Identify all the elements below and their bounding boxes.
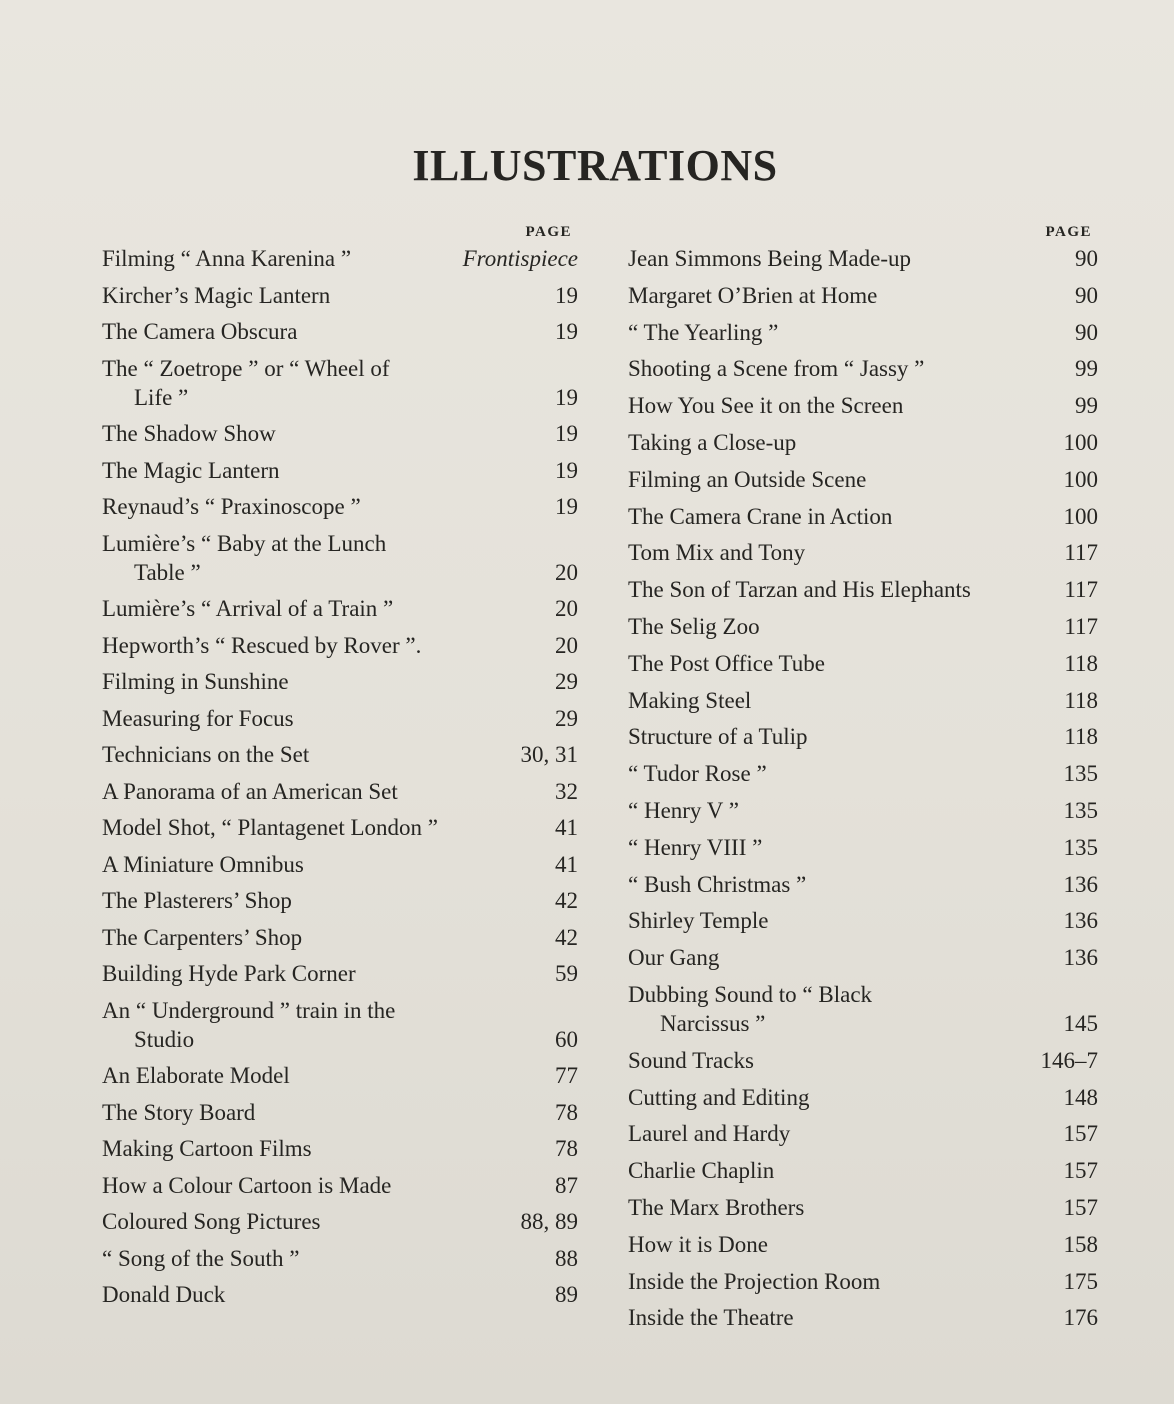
page-number: 99	[1075, 356, 1098, 382]
list-item	[102, 996, 578, 1054]
list-item	[628, 796, 1098, 825]
page-number: 100	[1063, 466, 1098, 492]
illustration-caption: The Shadow Show	[102, 421, 276, 446]
illustration-caption: Cutting and Editing	[628, 1084, 810, 1110]
list-item	[102, 667, 578, 696]
page-number: 118	[1064, 650, 1098, 676]
illustration-caption: Hepworth’s “ Rescued by Rover ”.	[102, 632, 422, 658]
list-item	[102, 281, 578, 310]
illustration-caption: The Magic Lantern	[102, 457, 280, 483]
page-number: 136	[1063, 908, 1098, 934]
list-item	[102, 456, 578, 485]
page-number: 157	[1063, 1194, 1098, 1220]
illustration-caption: Our Gang	[628, 945, 720, 971]
illustration-caption: The Plasterers’ Shop	[102, 888, 292, 913]
list-item	[628, 1046, 1098, 1075]
illustration-caption	[628, 980, 1034, 1038]
illustration-caption: The Carpenters’ Shop	[102, 924, 303, 950]
list-item	[102, 492, 578, 521]
list-item	[628, 354, 1098, 383]
list-item	[628, 1156, 1098, 1185]
page-number: 176	[1063, 1305, 1098, 1331]
illustration-caption: Filming an Outside Scene	[628, 466, 867, 492]
list-item	[102, 244, 578, 273]
list-item	[628, 759, 1098, 788]
caption-line: Lumière’s “ Baby at the Lunch	[102, 530, 387, 556]
illustration-caption: “ Henry V ”	[628, 797, 739, 823]
illustration-caption: Inside the Theatre	[628, 1305, 794, 1331]
list-item	[102, 1134, 578, 1163]
page-number: 41	[555, 851, 578, 877]
list-item	[628, 1193, 1098, 1222]
list-item	[102, 923, 578, 952]
page-number: 136	[1063, 871, 1098, 897]
illustration-caption: How a Colour Cartoon is Made	[102, 1172, 392, 1198]
caption-line: An “ Underground ” train in the	[102, 997, 396, 1023]
page-number: 41	[555, 815, 578, 840]
caption-line: The “ Zoetrope ” or “ Wheel of	[102, 355, 390, 381]
page-column-heading: PAGE	[1045, 224, 1092, 240]
list-item	[628, 1083, 1098, 1112]
page-number: 146–7	[1040, 1047, 1098, 1073]
list-item	[628, 649, 1098, 678]
page-number: 145	[1063, 1010, 1098, 1036]
page-number: 158	[1063, 1231, 1098, 1257]
page-number: 136	[1063, 945, 1098, 971]
illustration-caption: Shirley Temple	[628, 908, 769, 934]
illustration-caption	[102, 529, 514, 587]
illustration-caption: A Panorama of an American Set	[102, 778, 398, 804]
page-number: 135	[1063, 797, 1098, 823]
page-number: 135	[1063, 761, 1098, 787]
illustration-caption: Taking a Close-up	[628, 429, 797, 455]
list-item	[628, 1303, 1098, 1332]
list-item	[102, 317, 578, 346]
illustration-list	[628, 244, 1098, 1332]
list-item	[628, 686, 1098, 715]
illustration-caption: An Elaborate Model	[102, 1063, 290, 1088]
illustration-caption: The Marx Brothers	[628, 1194, 805, 1220]
page-number: 117	[1064, 577, 1098, 603]
page-number: 100	[1063, 503, 1098, 529]
illustration-caption: A Miniature Omnibus	[102, 851, 304, 877]
caption-line: Studio	[134, 1026, 195, 1052]
list-item	[102, 1061, 578, 1090]
illustration-caption: Jean Simmons Being Made-up	[628, 246, 911, 271]
illustration-caption: How You See it on the Screen	[628, 393, 904, 419]
illustration-caption: Filming in Sunshine	[102, 669, 289, 694]
page-number: 135	[1063, 834, 1098, 860]
illustration-list	[102, 244, 578, 1309]
list-item	[102, 886, 578, 915]
illustration-caption	[102, 996, 514, 1054]
page-number: 19	[555, 282, 578, 308]
list-item	[102, 594, 578, 623]
page-column-heading: PAGE	[525, 224, 572, 240]
illustration-caption: How it is Done	[628, 1231, 768, 1257]
list-item	[628, 612, 1098, 641]
list-item	[628, 980, 1098, 1038]
page-number: 59	[555, 961, 578, 986]
list-item	[102, 1280, 578, 1309]
page-number: 78	[555, 1099, 578, 1125]
page-number: 89	[555, 1282, 578, 1307]
page-number: 19	[555, 494, 578, 519]
illustration-caption: The Camera Crane in Action	[628, 503, 893, 529]
list-item	[628, 1119, 1098, 1148]
caption-line: Dubbing Sound to “ Black	[628, 981, 873, 1007]
illustration-caption: “ Bush Christmas ”	[628, 871, 807, 897]
list-item	[628, 465, 1098, 494]
list-item	[102, 1171, 578, 1200]
list-item	[102, 813, 578, 842]
list-item	[628, 870, 1098, 899]
illustration-caption: Filming “ Anna Karenina ”	[102, 246, 352, 271]
list-item	[102, 704, 578, 733]
page-number: 60	[555, 1026, 578, 1052]
page-number: 20	[555, 559, 578, 585]
illustration-caption: Shooting a Scene from “ Jassy ”	[628, 356, 925, 382]
illustration-caption: Tom Mix and Tony	[628, 540, 806, 566]
illustration-caption: Lumière’s “ Arrival of a Train ”	[102, 596, 394, 621]
page-number: 19	[555, 421, 578, 446]
caption-line: Narcissus ”	[660, 1010, 766, 1036]
list-item	[628, 538, 1098, 567]
illustration-caption: “ Henry VIII ”	[628, 834, 763, 860]
list-item	[102, 1207, 578, 1236]
list-item	[102, 1244, 578, 1273]
page-number: 90	[1075, 282, 1098, 308]
list-item	[628, 943, 1098, 972]
page-number: 175	[1063, 1268, 1098, 1294]
page-number: 100	[1063, 429, 1098, 455]
illustration-caption: The Post Office Tube	[628, 650, 825, 676]
list-item	[102, 631, 578, 660]
list-item	[628, 428, 1098, 457]
page-number: 42	[555, 888, 578, 913]
illustration-caption: Making Cartoon Films	[102, 1136, 312, 1161]
list-item	[102, 1098, 578, 1127]
page-number: 118	[1064, 724, 1098, 750]
list-item	[628, 1267, 1098, 1296]
illustration-caption: Kircher’s Magic Lantern	[102, 282, 331, 308]
illustrations-column-right	[628, 220, 1098, 1340]
page-number: 90	[1075, 246, 1098, 271]
illustration-caption: Reynaud’s “ Praxinoscope ”	[102, 494, 361, 519]
list-item	[102, 419, 578, 448]
illustration-caption: Building Hyde Park Corner	[102, 961, 356, 986]
list-item	[102, 740, 578, 769]
list-item	[102, 529, 578, 587]
list-item	[102, 850, 578, 879]
list-item	[628, 1230, 1098, 1259]
list-item	[102, 777, 578, 806]
illustration-caption: Measuring for Focus	[102, 705, 294, 731]
illustration-caption: The Camera Obscura	[102, 319, 298, 344]
list-item	[102, 354, 578, 412]
page-number: 20	[555, 596, 578, 621]
illustration-caption: The Story Board	[102, 1099, 256, 1125]
illustration-caption: Margaret O’Brien at Home	[628, 282, 878, 308]
page-number: Frontispiece	[462, 246, 578, 271]
page-number: 118	[1064, 687, 1098, 713]
page-title: ILLUSTRATIONS	[412, 141, 778, 190]
caption-line: Life ”	[134, 384, 189, 410]
list-item	[628, 722, 1098, 751]
illustration-caption: Sound Tracks	[628, 1047, 754, 1073]
page-number: 99	[1075, 393, 1098, 419]
page-number: 19	[555, 457, 578, 483]
illustration-caption: Inside the Projection Room	[628, 1268, 881, 1294]
list-item	[628, 575, 1098, 604]
page-number: 19	[555, 384, 578, 410]
illustrations-column-left	[102, 220, 578, 1317]
caption-line: Table ”	[134, 559, 201, 585]
page-number: 87	[555, 1172, 578, 1198]
page-number: 117	[1064, 540, 1098, 566]
page-number: 78	[555, 1136, 578, 1161]
page-number: 32	[555, 778, 578, 804]
list-item	[628, 244, 1098, 273]
list-item	[628, 318, 1098, 347]
illustration-caption: Laurel and Hardy	[628, 1121, 791, 1147]
illustration-caption: “ Tudor Rose ”	[628, 761, 767, 787]
illustration-caption: Coloured Song Pictures	[102, 1209, 321, 1234]
page-number: 30, 31	[520, 742, 578, 767]
page-number: 88, 89	[520, 1209, 578, 1234]
list-item	[628, 906, 1098, 935]
list-item	[102, 959, 578, 988]
page-number: 148	[1063, 1084, 1098, 1110]
page-number: 157	[1063, 1121, 1098, 1147]
illustration-caption: Making Steel	[628, 687, 752, 713]
page-number: 117	[1064, 613, 1098, 639]
list-item	[628, 833, 1098, 862]
page-number: 29	[555, 705, 578, 731]
illustration-caption: “ The Yearling ”	[628, 319, 779, 345]
list-item	[628, 391, 1098, 420]
page-number: 20	[555, 632, 578, 658]
illustration-caption: The Selig Zoo	[628, 613, 760, 639]
page-number: 157	[1063, 1158, 1098, 1184]
illustration-caption: Donald Duck	[102, 1282, 226, 1307]
page-number: 42	[555, 924, 578, 950]
illustration-caption: Technicians on the Set	[102, 742, 310, 767]
page-number: 88	[555, 1245, 578, 1271]
list-item	[628, 502, 1098, 531]
illustration-caption: Structure of a Tulip	[628, 724, 808, 750]
page-number: 90	[1075, 319, 1098, 345]
illustration-caption: Charlie Chaplin	[628, 1158, 775, 1184]
list-item	[628, 281, 1098, 310]
illustration-caption: The Son of Tarzan and His Elephants	[628, 577, 971, 603]
illustration-caption: “ Song of the South ”	[102, 1245, 300, 1271]
illustration-caption	[102, 354, 514, 412]
page-number: 77	[555, 1063, 578, 1088]
page-number: 29	[555, 669, 578, 694]
page-number: 19	[555, 319, 578, 344]
illustration-caption: Model Shot, “ Plantagenet London ”	[102, 815, 438, 840]
